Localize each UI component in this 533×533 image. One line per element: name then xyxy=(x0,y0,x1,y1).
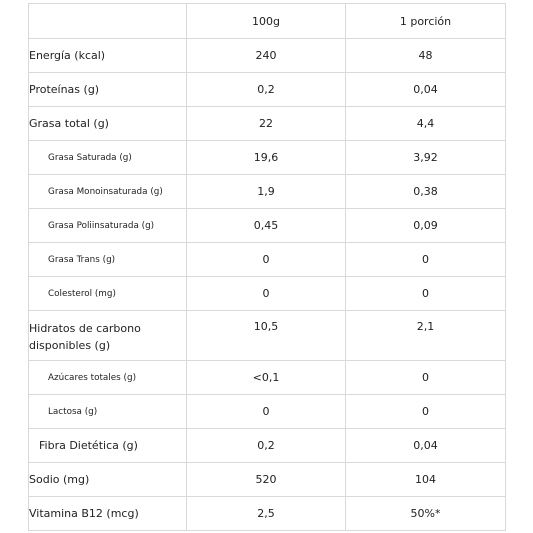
table-row xyxy=(29,243,506,277)
value-per-portion: 0,04 xyxy=(346,429,506,463)
nutrient-name: Lactosa (g) xyxy=(29,395,187,429)
value-per-portion: 2,1 xyxy=(346,311,506,361)
nutrient-name: Grasa total (g) xyxy=(29,107,187,141)
value-per-portion: 0 xyxy=(346,361,506,395)
table-row xyxy=(29,141,506,175)
table-row xyxy=(29,429,506,463)
table-row xyxy=(29,175,506,209)
value-per-portion: 0,09 xyxy=(346,209,506,243)
header-per-portion: 1 porción xyxy=(346,4,506,39)
nutrient-name: Grasa Monoinsaturada (g) xyxy=(29,175,187,209)
nutrient-name: Grasa Poliinsaturada (g) xyxy=(29,209,187,243)
value-per-100g: 19,6 xyxy=(187,141,346,175)
value-per-portion: 0 xyxy=(346,277,506,311)
table-row xyxy=(29,209,506,243)
nutrient-name: Hidratos de carbono disponibles (g) xyxy=(29,311,187,361)
table-row xyxy=(29,361,506,395)
header-nutrient xyxy=(29,4,187,39)
value-per-100g: 10,5 xyxy=(187,311,346,361)
value-per-portion: 48 xyxy=(346,39,506,73)
value-per-100g: 0,2 xyxy=(187,73,346,107)
table-row xyxy=(29,39,506,73)
value-per-portion: 0,04 xyxy=(346,73,506,107)
value-per-100g: <0,1 xyxy=(187,361,346,395)
nutrient-name: Proteínas (g) xyxy=(29,73,187,107)
nutrient-name: Sodio (mg) xyxy=(29,463,187,497)
value-per-portion: 0 xyxy=(346,395,506,429)
nutrient-name: Grasa Trans (g) xyxy=(29,243,187,277)
nutrient-name: Grasa Saturada (g) xyxy=(29,141,187,175)
nutrient-name: Energía (kcal) xyxy=(29,39,187,73)
value-per-100g: 0 xyxy=(187,395,346,429)
table-row xyxy=(29,73,506,107)
table-row xyxy=(29,395,506,429)
table-row xyxy=(29,463,506,497)
table-header-row xyxy=(29,4,506,39)
value-per-portion: 104 xyxy=(346,463,506,497)
value-per-portion: 3,92 xyxy=(346,141,506,175)
nutrient-name: Azúcares totales (g) xyxy=(29,361,187,395)
nutrient-name: Vitamina B12 (mcg) xyxy=(29,497,187,531)
table-row xyxy=(29,497,506,531)
value-per-portion: 50%* xyxy=(346,497,506,531)
header-per-100g: 100g xyxy=(187,4,346,39)
value-per-100g: 520 xyxy=(187,463,346,497)
value-per-100g: 0 xyxy=(187,277,346,311)
value-per-100g: 2,5 xyxy=(187,497,346,531)
value-per-100g: 1,9 xyxy=(187,175,346,209)
nutrition-table xyxy=(28,3,506,531)
value-per-portion: 4,4 xyxy=(346,107,506,141)
table-row xyxy=(29,107,506,141)
value-per-portion: 0 xyxy=(346,243,506,277)
nutrient-name: Fibra Dietética (g) xyxy=(29,429,187,463)
nutrient-name: Colesterol (mg) xyxy=(29,277,187,311)
value-per-100g: 22 xyxy=(187,107,346,141)
value-per-100g: 0,45 xyxy=(187,209,346,243)
value-per-100g: 0,2 xyxy=(187,429,346,463)
value-per-100g: 240 xyxy=(187,39,346,73)
value-per-portion: 0,38 xyxy=(346,175,506,209)
value-per-100g: 0 xyxy=(187,243,346,277)
table-row xyxy=(29,277,506,311)
table-row xyxy=(29,311,506,361)
